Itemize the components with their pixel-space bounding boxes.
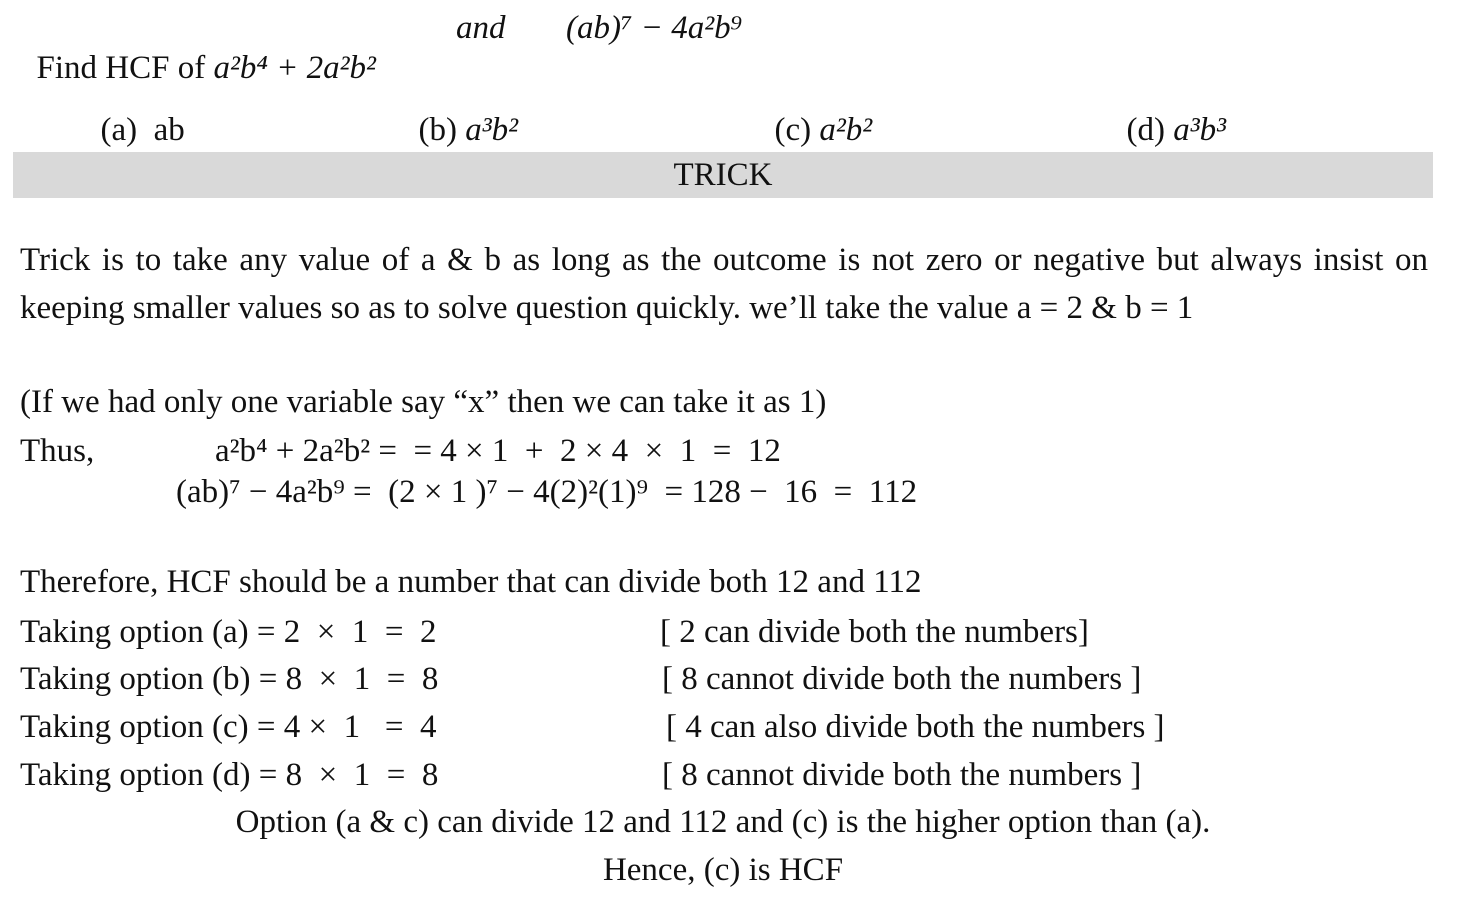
option-d-label: (d) [1126,112,1165,148]
question-expression-2: (ab)⁷ − 4a²b⁹ [566,10,743,46]
option-a-value: ab [153,112,185,148]
option-check-c: Taking option (c) = 4 × 1 = 4 [20,709,437,745]
option-a-label: (a) [100,112,138,148]
option-check-d: Taking option (d) = 8 × 1 = 8 [20,757,439,793]
explanation-paragraph: Trick is to take any value of a & b as long as the outcome is not zero or negative but always insist on keeping smaller values so as to solve question quickly. we’ll take the value a = 2 & b = 1 [20,242,1428,326]
calculation-1: a²b⁴ + 2a²b² = = 4 × 1 + 2 × 4 × 1 = 12 [215,433,781,469]
option-c-label: (c) [774,112,812,148]
option-c-value: a²b² [819,112,873,148]
option-b-value: a³b² [465,112,519,148]
option-b-label: (b) [418,112,457,148]
option-check-b-note: [ 8 cannot divide both the numbers ] [662,661,1142,697]
option-check-a: Taking option (a) = 2 × 1 = 2 [20,614,437,650]
thus-label: Thus, [20,433,95,469]
question-connector: and [456,10,506,46]
option-d [1110,70,1226,150]
option-check-c-note: [ 4 can also divide both the numbers ] [666,709,1165,745]
option-summary: Option (a & c) can divide 12 and 112 and (c) is the higher option than (a). [235,804,1211,840]
option-check-a-note: [ 2 can divide both the numbers] [660,614,1089,650]
option-a [84,70,185,150]
trick-header-text: TRICK [673,157,773,193]
option-d-value: a³b³ [1173,112,1227,148]
question-prefix: Find HCF of [36,50,214,86]
option-c [758,70,872,150]
option-check-d-note: [ 8 cannot divide both the numbers ] [662,757,1142,793]
option-b [402,70,518,150]
trick-header-bar [13,152,1433,198]
option-check-b: Taking option (b) = 8 × 1 = 8 [20,661,439,697]
question-expression-1: a²b⁴ + 2a²b² [213,50,376,86]
calculation-2: (ab)⁷ − 4a²b⁹ = (2 × 1 )⁷ − 4(2)²(1)⁹ = 128 − 16 = 112 [176,474,918,510]
final-answer: Hence, (c) is HCF [602,852,844,888]
therefore-statement: Therefore, HCF should be a number that can divide both 12 and 112 [20,564,922,600]
question-line [20,8,376,88]
single-variable-note: (If we had only one variable say “x” then we can take it as 1) [20,384,827,420]
